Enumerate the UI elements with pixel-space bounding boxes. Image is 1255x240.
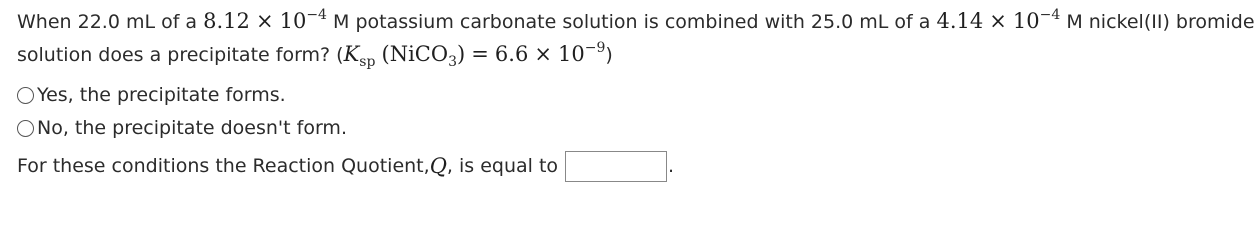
reaction-quotient-input[interactable] <box>565 151 667 182</box>
concentration-2-mantissa: 4.14 <box>936 9 984 33</box>
base-ten-2: 10 <box>1012 9 1040 33</box>
reaction-quotient-prompt: For these conditions the Reaction Quotient, <box>17 155 430 177</box>
times-symbol-2: × <box>989 9 1007 33</box>
reaction-quotient-row <box>17 148 674 184</box>
answer-options <box>17 80 347 146</box>
ksp-mantissa: 6.6 <box>494 42 529 66</box>
option-label: Yes, the precipitate forms. <box>37 84 286 106</box>
ksp-subscript: sp <box>359 53 376 70</box>
question-text <box>17 0 1255 70</box>
question-text-line2: solution does a precipitate form? ( <box>17 44 344 66</box>
times-symbol: × <box>255 9 274 33</box>
question-line-1 <box>17 6 1255 36</box>
question-text-part2: M potassium carbonate solution is combined with 25.0 mL of a <box>326 11 937 33</box>
concentration-1-exponent: −4 <box>306 6 327 23</box>
ksp-formula-subscript: 3 <box>448 53 457 70</box>
trailing-period: . <box>668 155 675 177</box>
ksp-formula-close: ) <box>457 42 466 66</box>
radio-button-icon[interactable] <box>17 87 34 104</box>
radio-button-icon[interactable] <box>17 120 34 137</box>
ksp-exponent: −9 <box>584 39 606 56</box>
equals-symbol: = <box>471 42 489 66</box>
question-line-2 <box>17 39 1197 69</box>
ksp-formula: (NiCO <box>381 42 449 66</box>
option-no[interactable] <box>17 113 347 143</box>
q-symbol: Q <box>429 154 447 178</box>
base-ten: 10 <box>279 9 307 33</box>
times-symbol-3: × <box>534 42 552 66</box>
reaction-quotient-prompt-end: , is equal to <box>446 155 559 177</box>
option-yes[interactable] <box>17 80 347 110</box>
question-text-part1: When 22.0 mL of a <box>17 11 204 33</box>
ksp-symbol: K <box>343 42 360 66</box>
concentration-2-exponent: −4 <box>1039 6 1061 23</box>
base-ten-3: 10 <box>558 42 585 66</box>
question-line2-close: ) <box>605 44 613 66</box>
question-text-part3: M nickel(II) bromide <box>1060 11 1255 33</box>
concentration-1-mantissa: 8.12 <box>203 9 250 33</box>
option-label: No, the precipitate doesn't form. <box>37 117 347 139</box>
